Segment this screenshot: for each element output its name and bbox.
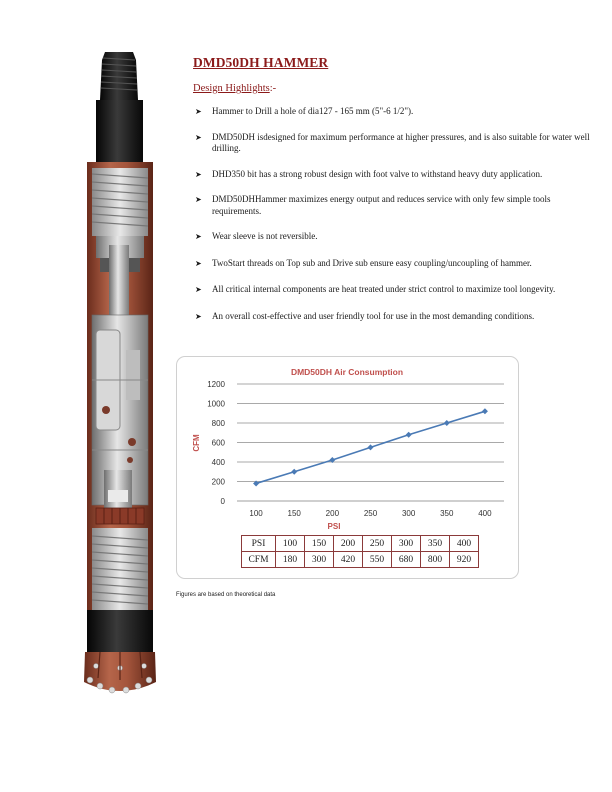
table-row	[242, 536, 479, 552]
bullet-text: DHD350 bit has a strong robust design with foot valve to withstand heavy duty application.	[212, 168, 543, 179]
data-point	[482, 408, 488, 414]
table-row-header: CFM	[242, 552, 276, 568]
list-item	[195, 231, 595, 243]
highlights-list	[195, 106, 595, 322]
page-title: DMD50DH HAMMER	[193, 55, 329, 70]
section-heading	[193, 83, 276, 94]
arrowhead-bullet-icon: ➤	[195, 169, 202, 179]
table-cell: 150	[305, 536, 334, 552]
bullet-text: TwoStart threads on Top sub and Drive sub ensure easy coupling/uncoupling of hammer.	[212, 257, 532, 268]
hammer-illustration	[70, 50, 170, 702]
table-row	[242, 552, 479, 568]
arrowhead-bullet-icon: ➤	[195, 195, 202, 204]
x-tick-label: 200	[325, 509, 340, 518]
footnote: Figures are based on theoretical data	[176, 592, 276, 598]
bullet-text: DMD50DHHammer maximizes energy output and reduces service with only few simple tools requirements.	[212, 194, 551, 216]
design-highlights-label: Design Highlights	[193, 83, 270, 94]
table-cell: 800	[421, 552, 450, 568]
list-item	[195, 106, 595, 118]
list-item	[195, 258, 595, 270]
y-tick-label: 200	[211, 477, 225, 487]
list-item	[195, 311, 595, 323]
list-item	[195, 169, 595, 181]
table-cell: 200	[334, 536, 363, 552]
bullet-text: Hammer to Drill a hole of dia127 - 165 mm (5"-6 1/2").	[212, 106, 414, 116]
design-highlights-suffix: :-	[269, 83, 277, 94]
table-cell: 680	[392, 552, 421, 568]
table-cell: 100	[276, 536, 305, 552]
data-table	[241, 535, 479, 568]
bullet-text: DMD50DH isdesigned for maximum performance at higher pressures, and is also suitable for water well drilling.	[212, 131, 590, 153]
table-cell: 400	[450, 536, 479, 552]
arrowhead-bullet-icon: ➤	[195, 258, 202, 268]
x-tick-label: 300	[401, 509, 416, 518]
chart-title: DMD50DH Air Consumption	[290, 367, 404, 377]
bullet-text: An overall cost-effective and user friendly tool for use in the most demanding conditions.	[212, 310, 535, 321]
list-item	[195, 194, 595, 217]
data-point	[368, 444, 374, 450]
arrowhead-bullet-icon: ➤	[195, 285, 202, 294]
arrowhead-bullet-icon: ➤	[195, 107, 202, 116]
table-cell: 300	[305, 552, 334, 568]
y-tick-label: 0	[220, 497, 225, 506]
arrowhead-bullet-icon: ➤	[195, 311, 202, 321]
table-cell: 350	[421, 536, 450, 552]
data-point	[291, 469, 297, 475]
list-item	[195, 132, 595, 155]
bullet-text: Wear sleeve is not reversible.	[212, 231, 318, 241]
table-cell: 300	[392, 536, 421, 552]
x-tick-label: 400	[478, 509, 492, 518]
y-tick-label: 400	[211, 458, 225, 467]
table-cell: 920	[450, 552, 479, 568]
bullet-text: All critical internal components are heat treated under strict control to maximize tool longevity.	[212, 284, 556, 294]
data-point	[444, 420, 450, 426]
table-cell: 180	[276, 552, 305, 568]
x-tick-label: 350	[440, 509, 454, 518]
x-tick-label: 150	[287, 509, 301, 518]
x-tick-label: 100	[249, 509, 263, 518]
y-tick-label: 800	[211, 419, 225, 428]
y-tick-label: 1200	[207, 380, 225, 389]
list-item	[195, 284, 595, 296]
arrowhead-bullet-icon: ➤	[195, 132, 202, 142]
y-axis-label: CFM	[192, 434, 201, 452]
table-cell: 550	[363, 552, 392, 568]
arrowhead-bullet-icon: ➤	[195, 232, 202, 241]
y-tick-label: 1000	[207, 399, 225, 409]
x-tick-label: 250	[363, 509, 378, 518]
table-row-header: PSI	[242, 536, 276, 552]
data-point	[406, 432, 412, 438]
x-axis-label: PSI	[327, 522, 341, 531]
y-tick-label: 600	[211, 438, 225, 448]
table-cell: 250	[363, 536, 392, 552]
table-cell: 420	[334, 552, 363, 568]
